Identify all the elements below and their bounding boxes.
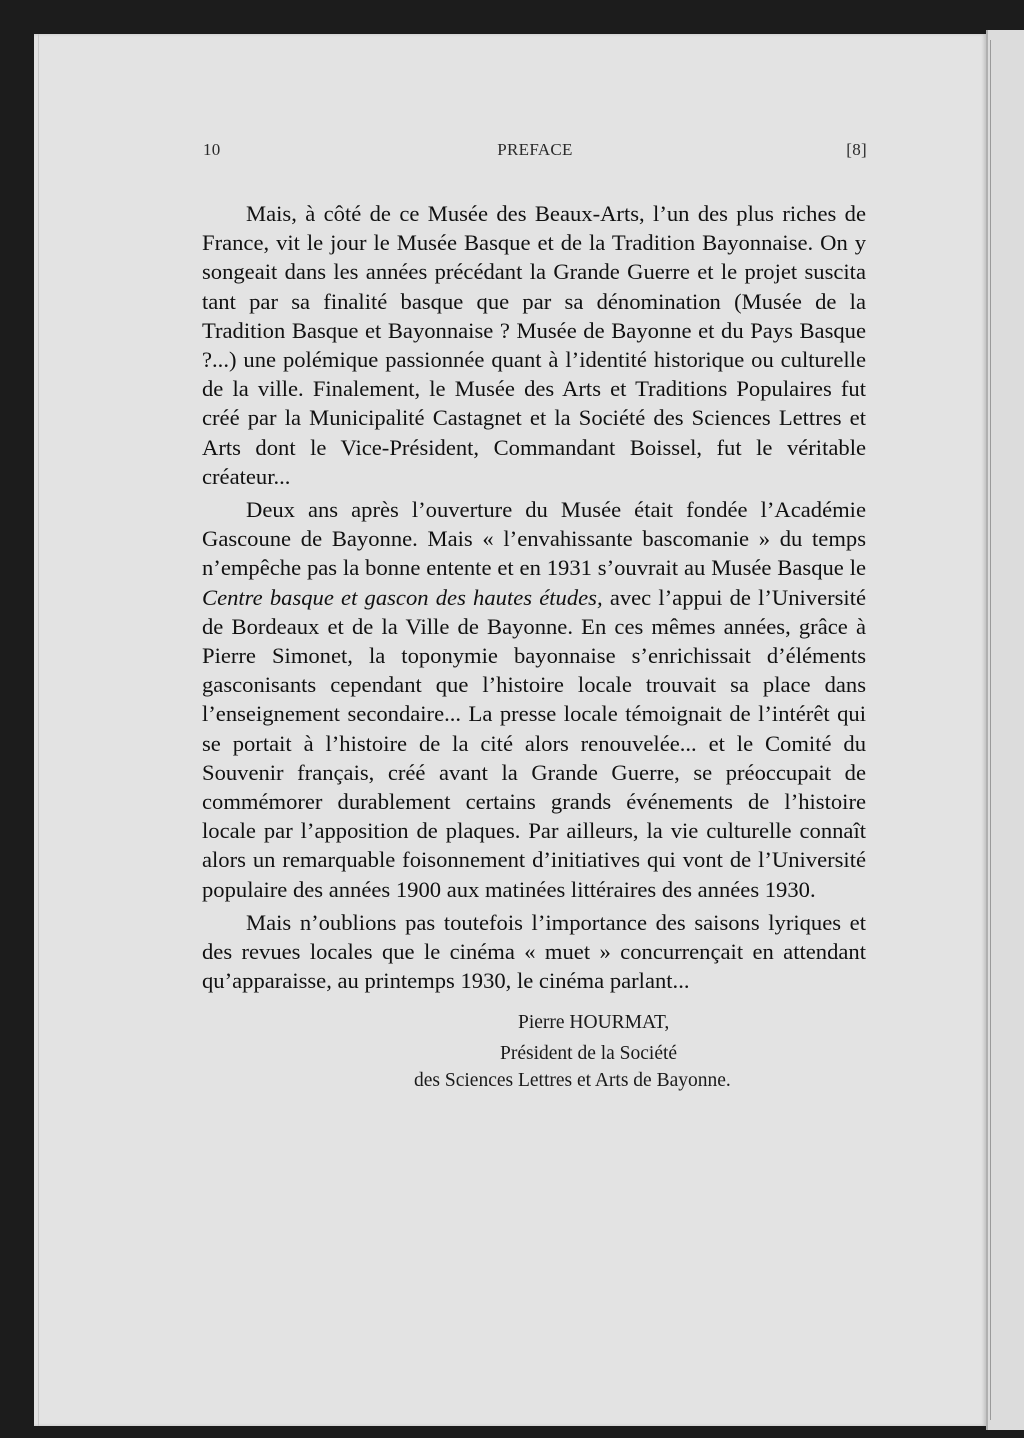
section-number: [8]	[846, 140, 867, 159]
page-number: 10	[203, 140, 221, 159]
signatory-role: Président de la Société	[500, 1043, 678, 1064]
paragraph-1: Mais, à côté de ce Musée des Beaux-Arts, l’un des plus riches de France, vit le jour le Musée Basque et de la Tradition Bayonnaise. On y songeait dans les années précédant la Grande Guerre et le projet suscita tant par sa finalité basque que par sa dénomination (Musée de la Tradition Basque et Bayonnaise ? Musée de Bayonne et du Pays Basque ?...) une polémique passionnée quant à l’identité historique ou culturelle de la ville. Finalement, le Musée des Arts et Traditions Populaires fut créé par la Municipalité Castagnet et la Société des Sciences Lettres et Arts dont le Vice-Président, Commandant Boissel, fut le véritable créateur...	[202, 201, 866, 489]
page-left-edge	[38, 34, 39, 1426]
running-head	[203, 140, 867, 164]
paragraph-2	[202, 495, 866, 904]
running-title: PREFACE	[497, 140, 573, 159]
spine-line	[990, 40, 991, 1420]
paragraph-2-italic: Centre basque et gascon des hautes études,	[202, 584, 603, 610]
facing-page-edge	[986, 30, 1024, 1430]
signatory-organization: des Sciences Lettres et Arts de Bayonne.	[414, 1070, 731, 1091]
preface-body	[202, 199, 866, 995]
paragraph-2-rest: avec l’appui de l’Université de Bordeaux et de la Ville de Bayonne. En ces mêmes années, grâce à Pierre Simonet, la toponymie bayonnaise s’enrichissait d’éléments gasconisants cependant que l’histoire locale trouvait sa place dans l’enseignement secondaire... La presse locale témoignait de l’intérêt qui se portait à l’histoire de la cité alors renouvelée... et le Comité du Souvenir français, créé avant la Grande Guerre, se préoccupait de commémorer durablement certains grands événements de l’histoire locale par l’apposition de plaques. Par ailleurs, la vie culturelle connaît alors un remarquable foisonnement d’initiatives qui vont de l’Université populaire des années 1900 aux matinées littéraires des années 1930.	[202, 584, 867, 902]
paragraph-3: Mais n’oublions pas toutefois l’importance des saisons lyriques et des revues locales que le cinéma « muet » concurrençait en attendant qu’apparaisse, au printemps 1930, le cinéma parlant...	[202, 909, 866, 994]
paragraph-2-lead: Deux ans après l’ouverture du Musée était fondée l’Académie Gascoune de Bayonne. Mais « l’envahissante bascomanie » du temps n’empêche pas la bonne entente et en 1931 s’ouvrait au Musée Basque le	[202, 497, 866, 581]
signatory-name: Pierre HOURMAT,	[518, 1012, 670, 1033]
